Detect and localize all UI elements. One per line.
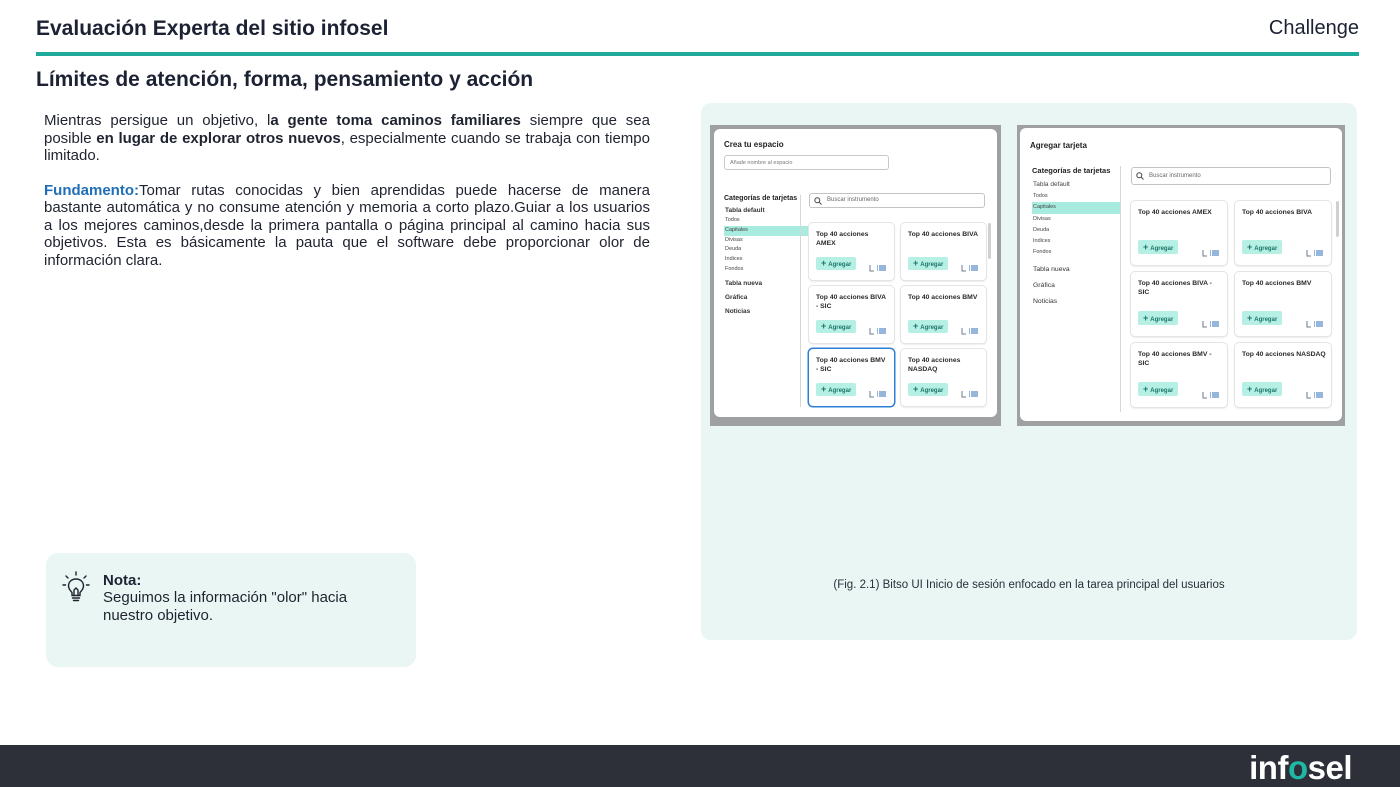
dialog-crea-espacio xyxy=(714,129,997,417)
section-tabla-nueva[interactable]: Tabla nueva xyxy=(1033,265,1070,273)
section-grafica[interactable]: Gráfica xyxy=(1033,281,1055,289)
page-header xyxy=(36,14,1359,56)
chart-list-icon[interactable] xyxy=(1201,391,1221,399)
note-text: Seguimos la información "olor" hacia nuestro objetivo. xyxy=(103,589,348,624)
chart-list-icon[interactable] xyxy=(960,264,980,272)
agregar-button[interactable]: + Agregar xyxy=(908,320,948,333)
card-bmv-sic[interactable]: Top 40 acciones BMV - SIC + Agregar xyxy=(809,349,894,406)
chart-list-icon[interactable] xyxy=(868,390,888,398)
category-deuda[interactable]: Deuda xyxy=(725,246,742,253)
agregar-button[interactable]: + Agregar xyxy=(1138,311,1178,325)
agregar-button[interactable]: + Agregar xyxy=(1138,240,1178,254)
column-divider xyxy=(800,195,801,407)
card-bmv[interactable]: Top 40 acciones BMV + Agregar xyxy=(1235,272,1331,336)
category-deuda[interactable]: Deuda xyxy=(1033,226,1050,233)
footer-bar xyxy=(0,745,1400,787)
document-title: Evaluación Experta del sitio infosel xyxy=(36,17,389,40)
cards-grid xyxy=(1131,201,1331,407)
scrollbar[interactable] xyxy=(1336,201,1339,237)
card-amex[interactable]: Top 40 acciones AMEX + Agregar xyxy=(809,223,894,280)
section-tabla-nueva[interactable]: Tabla nueva xyxy=(725,279,763,287)
category-tabla-default[interactable]: Tabla default xyxy=(725,207,765,214)
space-name-input[interactable]: Añade nombre al espacio xyxy=(724,155,889,170)
card-biva[interactable]: Top 40 acciones BIVA + Agregar xyxy=(901,223,986,280)
scrollbar[interactable] xyxy=(988,223,991,259)
card-biva-sic[interactable]: Top 40 acciones BIVA - SIC + Agregar xyxy=(1131,272,1227,336)
section-title: Límites de atención, forma, pensamiento y acción xyxy=(36,68,534,91)
categories-list xyxy=(1032,166,1120,308)
search-icon xyxy=(1136,172,1144,180)
fundamento-label: Fundamento: xyxy=(44,181,139,199)
agregar-button[interactable]: + Agregar xyxy=(908,383,948,396)
category-indices[interactable]: Indices xyxy=(1033,238,1051,245)
card-nasdaq[interactable]: Top 40 acciones NASDAQ + Agregar xyxy=(1235,343,1331,407)
chart-list-icon[interactable] xyxy=(960,327,980,335)
search-icon xyxy=(814,197,822,205)
section-grafica[interactable]: Gráfica xyxy=(725,293,748,301)
category-todos[interactable]: Todos xyxy=(725,217,740,223)
chart-list-icon[interactable] xyxy=(960,390,980,398)
screenshot-agregar-tarjeta xyxy=(1017,125,1345,426)
dialog-title: Crea tu espacio xyxy=(724,140,784,149)
chart-list-icon[interactable] xyxy=(1201,320,1221,328)
search-input[interactable]: Buscar instrumento xyxy=(809,193,985,208)
paragraph-intro: Mientras persigue un objetivo, la gente toma caminos familiares siempre que sea posible en lugar de explorar otros nuevos, especialmente cuando se trabaja con tiempo limitado. xyxy=(44,112,650,164)
cards-grid xyxy=(809,223,986,406)
chart-list-icon[interactable] xyxy=(1305,320,1325,328)
paragraph-fundamento: Fundamento:Tomar rutas conocidas y bien aprendidas puede hacerse de manera bastante automática y no consume atención y memoria a corto plazo.Guiar a los usuarios a los mejores caminos,desde la primera pantalla o página principal al camino hacia sus objetivos. Esta es básicamente la pauta que el software debe proporcionar olor de información clara. xyxy=(44,181,650,269)
dialog-title: Agregar tarjeta xyxy=(1030,141,1087,150)
chart-list-icon[interactable] xyxy=(1305,249,1325,257)
agregar-button[interactable]: + Agregar xyxy=(1242,382,1282,396)
agregar-button[interactable]: + Agregar xyxy=(816,320,856,333)
category-tabla-default[interactable]: Tabla default xyxy=(1033,181,1070,188)
category-divisas[interactable]: Divisas xyxy=(1033,215,1051,222)
category-indices[interactable]: Indices xyxy=(725,256,743,263)
card-bmv[interactable]: Top 40 acciones BMV + Agregar xyxy=(901,286,986,343)
note-box xyxy=(46,553,416,667)
infosel-logo: infosel xyxy=(1249,749,1352,786)
figure-panel xyxy=(701,103,1357,640)
card-amex[interactable]: Top 40 acciones AMEX + Agregar xyxy=(1131,201,1227,265)
card-nasdaq[interactable]: Top 40 acciones NASDAQ + Agregar xyxy=(901,349,986,406)
card-biva[interactable]: Top 40 acciones BIVA + Agregar xyxy=(1235,201,1331,265)
category-divisas[interactable]: Divisas xyxy=(725,236,743,243)
section-noticias[interactable]: Noticias xyxy=(725,307,751,315)
chart-list-icon[interactable] xyxy=(868,264,888,272)
lightbulb-icon xyxy=(62,570,90,604)
agregar-button[interactable]: + Agregar xyxy=(908,257,948,270)
note-label: Nota: xyxy=(103,572,142,589)
agregar-button[interactable]: + Agregar xyxy=(1242,240,1282,254)
dialog-agregar-tarjeta xyxy=(1020,128,1342,421)
category-capitales[interactable]: Capitales xyxy=(1032,202,1120,213)
screenshot-crea-espacio xyxy=(710,125,1001,426)
card-biva-sic[interactable]: Top 40 acciones BIVA - SIC + Agregar xyxy=(809,286,894,343)
category-fondos[interactable]: Fondos xyxy=(725,265,744,272)
chart-list-icon[interactable] xyxy=(868,327,888,335)
search-input[interactable]: Buscar instrumento xyxy=(1131,167,1331,185)
document-tag: Challenge xyxy=(1268,17,1359,39)
agregar-button[interactable]: + Agregar xyxy=(816,257,856,270)
section-noticias[interactable]: Noticias xyxy=(1033,297,1058,305)
figure-caption: (Fig. 2.1) Bitso UI Inicio de sesión enfocado en la tarea principal del usuarios xyxy=(833,579,1225,591)
category-todos[interactable]: Todos xyxy=(1033,193,1048,199)
categories-list xyxy=(724,195,816,317)
categories-heading: Categorías de tarjetas xyxy=(1032,166,1111,175)
body-text xyxy=(44,112,650,286)
agregar-button[interactable]: + Agregar xyxy=(1138,382,1178,396)
category-fondos[interactable]: Fondos xyxy=(1033,249,1052,256)
chart-list-icon[interactable] xyxy=(1201,249,1221,257)
category-capitales[interactable]: Capitales xyxy=(724,226,816,236)
categories-heading: Categorías de tarjetas xyxy=(724,195,798,202)
column-divider xyxy=(1120,166,1121,412)
card-bmv-sic[interactable]: Top 40 acciones BMV - SIC + Agregar xyxy=(1131,343,1227,407)
agregar-button[interactable]: + Agregar xyxy=(816,383,856,396)
chart-list-icon[interactable] xyxy=(1305,391,1325,399)
agregar-button[interactable]: + Agregar xyxy=(1242,311,1282,325)
